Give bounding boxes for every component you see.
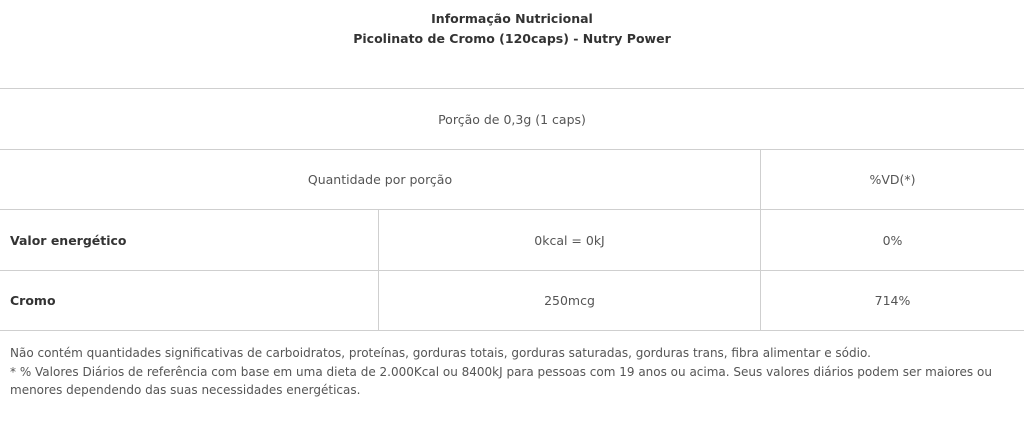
nutrition-title: Informação Nutricional xyxy=(431,11,593,26)
footnote-not-significant: Não contém quantidades significativas de carboidratos, proteínas, gorduras totais, gorduras saturadas, gorduras trans, fibra alimentar e sódio. xyxy=(10,346,871,360)
nutrient-amount: 0kcal = 0kJ xyxy=(534,232,605,248)
nutrition-header xyxy=(0,0,1024,88)
nutrient-amount: 250mcg xyxy=(544,293,595,308)
nutrient-name: Valor energético xyxy=(10,232,127,248)
nutrient-name: Cromo xyxy=(10,293,56,308)
portion-size: Porção de 0,3g (1 caps) xyxy=(438,111,586,127)
nutrient-vd: 714% xyxy=(874,293,911,308)
column-header-quantity: Quantidade por porção xyxy=(307,172,453,187)
product-name: Picolinato de Cromo (120caps) - Nutry Power xyxy=(353,31,671,46)
footnote-daily-values: * % Valores Diários de referência com base em uma dieta de 2.000Kcal ou 8400kJ para pessoas com 19 anos ou acima. Seus valores diários podem ser maiores ou menores dependendo das suas necessidades energéticas. xyxy=(10,364,992,397)
divider xyxy=(0,330,1024,331)
nutrient-vd: 0% xyxy=(882,232,903,248)
column-header-vd: %VD(*) xyxy=(869,172,916,187)
footnotes xyxy=(10,344,1016,400)
